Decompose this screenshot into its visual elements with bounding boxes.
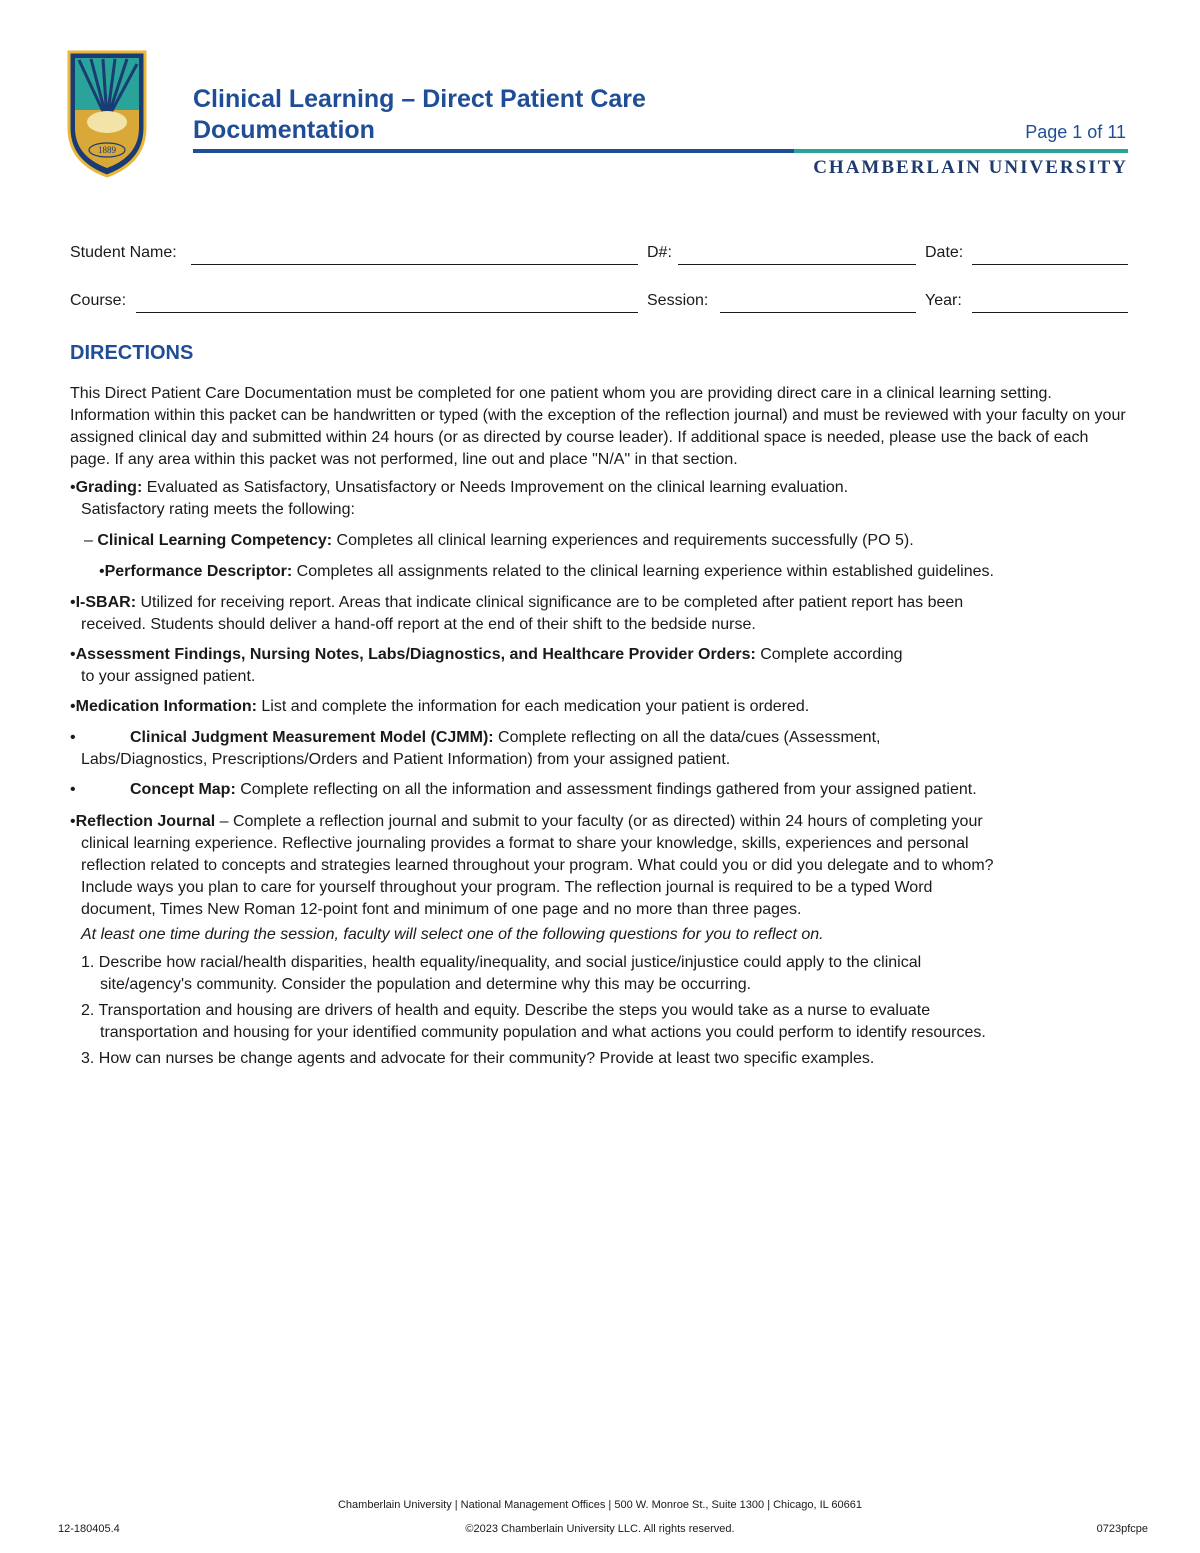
assessment-item: •Assessment Findings, Nursing Notes, Labs/Diagnostics, and Healthcare Provider Orders: Complete according to your assigned patient. — [70, 646, 903, 685]
question-2: 2. Transportation and housing are drivers of health and equity. Describe the steps you would take as a nurse to evaluate transportation and housing for your identified community population and what actions you could perform to identify resources. — [81, 1002, 986, 1041]
italic-note: At least one time during the session, faculty will select one of the following questions for you to reflect on. — [81, 926, 824, 943]
bullet-icon: • — [99, 563, 105, 580]
date-field[interactable] — [972, 263, 1128, 265]
directions-intro: This Direct Patient Care Documentation must be completed for one patient whom you are providing direct care in a clinical learning setting. Information within this packet can be handwritten or typed (with the exception of the reflection journal) and must be reviewed with your faculty on your assigned clinical day and submitted within 24 hours (or as directed by course leader). If additional space is needed, please use the back of each page. If any area within this packet was not performed, line out and place "N/A" in that section. — [70, 385, 1126, 468]
date-label: Date: — [925, 244, 964, 261]
course-label: Course: — [70, 292, 127, 309]
footer-version: 0723pfcpe — [1096, 1523, 1148, 1535]
header-rule-teal — [794, 149, 1128, 153]
bullet-icon: • — [70, 646, 76, 663]
form-row-2 — [70, 292, 1128, 316]
header-rule-blue — [193, 149, 794, 153]
session-field[interactable] — [720, 311, 916, 313]
bullet-icon: • — [70, 729, 76, 746]
bullet-icon: • — [70, 479, 76, 496]
student-name-field[interactable] — [191, 263, 638, 265]
d-number-field[interactable] — [678, 263, 916, 265]
d-number-label: D#: — [647, 244, 672, 261]
course-field[interactable] — [136, 311, 638, 313]
form-row-1 — [70, 244, 1128, 268]
directions-heading: DIRECTIONS — [70, 342, 194, 364]
footer-doc-code: 12-180405.4 — [58, 1523, 120, 1535]
bullet-icon: • — [70, 698, 76, 715]
chamberlain-seal-logo — [67, 50, 147, 178]
bullet-icon: • — [70, 813, 76, 830]
medication-item: •Medication Information: List and complete the information for each medication your patient is ordered. — [70, 698, 810, 715]
session-label: Session: — [647, 292, 709, 309]
footer-copyright: ©2023 Chamberlain University LLC. All rights reserved. — [465, 1523, 735, 1535]
university-wordmark: CHAMBERLAIN UNIVERSITY — [813, 157, 1128, 178]
descriptor-item: •Performance Descriptor: Completes all assignments related to the clinical learning experience within established guidelines. — [99, 563, 994, 580]
question-3: 3. How can nurses be change agents and advocate for their community? Provide at least two specific examples. — [81, 1050, 875, 1067]
page-number: Page 1 of 11 — [1025, 122, 1126, 142]
question-1: 1. Describe how racial/health disparities, health equality/inequality, and social justice/injustice could apply to the clinical site/agency's community. Consider the population and determine why this may be occurring. — [81, 954, 922, 993]
title-line-2: Documentation — [193, 116, 375, 144]
concept-map-item: • Concept Map: Complete reflecting on all the information and assessment findings gathered from your assigned patient. — [70, 779, 1130, 801]
isbar-item: •I-SBAR: Utilized for receiving report. Areas that indicate clinical significance are to be completed after patient report has been received. Students should deliver a hand-off report at the end of their shift to the bedside nurse. — [70, 594, 964, 633]
bullet-icon: • — [70, 594, 76, 611]
competency-item: – Clinical Learning Competency: Completes all clinical learning experiences and requirements successfully (PO 5). — [84, 532, 914, 549]
year-field[interactable] — [972, 311, 1128, 313]
dash-icon: – — [84, 532, 98, 549]
bullet-icon: • — [70, 781, 76, 798]
cjmm-item: • Clinical Judgment Measurement Model (CJMM): Complete reflecting on all the data/cues (Assessment, Labs/Diagnostics, Prescriptions/Orders and Patient Information) from your assigned patient. — [70, 729, 881, 768]
grading-item: •Grading: Evaluated as Satisfactory, Unsatisfactory or Needs Improvement on the clinical learning evaluation. Satisfactory rating meets the following: — [70, 479, 849, 518]
footer-address: Chamberlain University | National Management Offices | 500 W. Monroe St., Suite 1300 | Chicago, IL 60661 — [337, 1499, 862, 1511]
document-title — [193, 84, 646, 146]
title-line-1: Clinical Learning – Direct Patient Care — [193, 85, 646, 113]
seal-year: 1889 — [98, 145, 116, 155]
reflection-item: •Reflection Journal – Complete a reflection journal and submit to your faculty (or as directed) within 24 hours of completing your clinical learning experience. Reflective journaling provides a format to share your knowledge, skills, experiences and personal reflection related to concepts and strategies learned throughout your program. What could you or did you delegate and to whom? Include ways you plan to care for yourself throughout your program. The reflection journal is required to be a typed Word document, Times New Roman 12-point font and minimum of one page and no more than three pages. — [70, 813, 994, 918]
year-label: Year: — [925, 292, 962, 309]
student-name-label: Student Name: — [70, 244, 177, 261]
